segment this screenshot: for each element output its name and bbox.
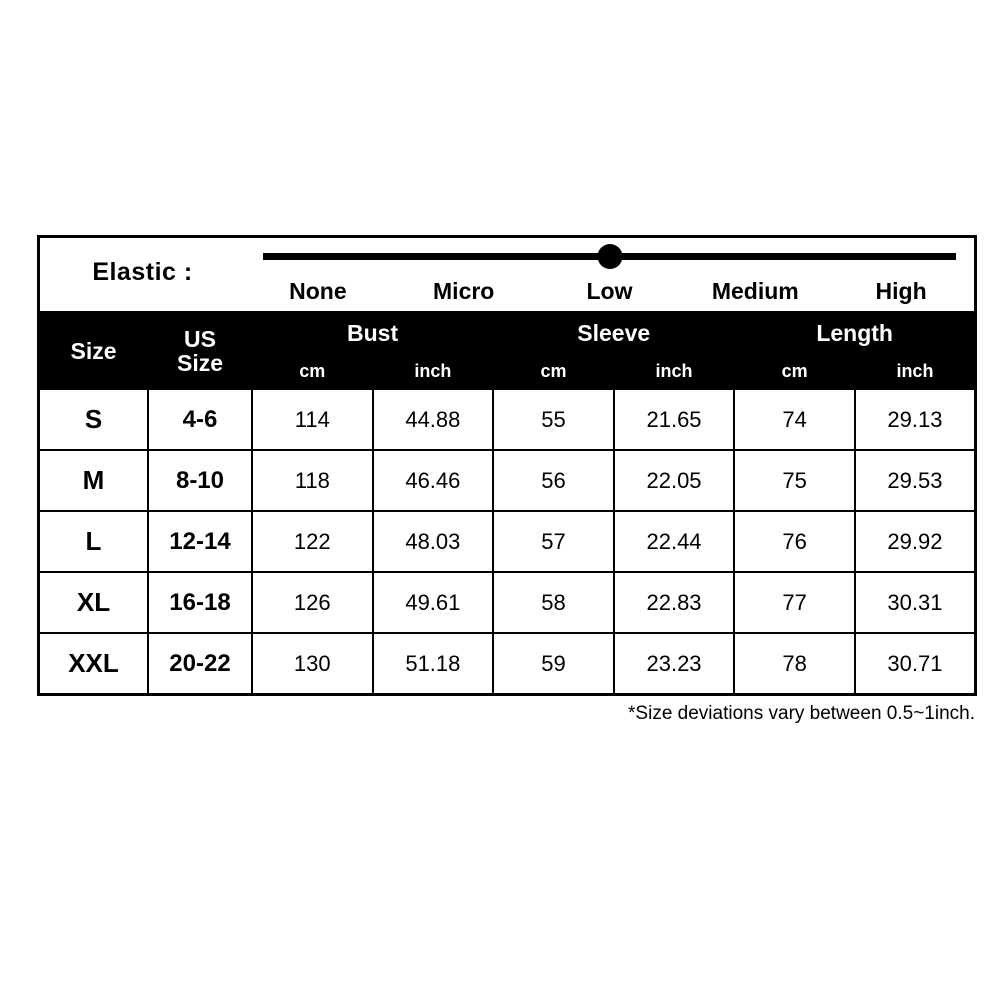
table-row — [39, 572, 976, 633]
cell-us-size: 12-14 — [148, 511, 252, 572]
cell-bust-inch: 48.03 — [373, 511, 494, 572]
cell-sleeve-cm: 58 — [493, 572, 614, 633]
cell-length-inch: 29.53 — [855, 450, 976, 511]
cell-size: M — [39, 450, 149, 511]
table-row — [39, 511, 976, 572]
header-row-groups — [39, 313, 976, 354]
measurements-table — [37, 311, 977, 696]
cell-size: L — [39, 511, 149, 572]
cell-sleeve-cm: 59 — [493, 633, 614, 695]
cell-sleeve-cm: 57 — [493, 511, 614, 572]
table-head — [39, 313, 976, 390]
unit-header-length-inch: inch — [855, 353, 976, 389]
cell-length-cm: 75 — [734, 450, 855, 511]
unit-header-sleeve-cm: cm — [493, 353, 614, 389]
us-size-line2: Size — [176, 350, 224, 376]
cell-sleeve-inch: 21.65 — [614, 389, 735, 450]
cell-length-inch: 30.71 — [855, 633, 976, 695]
cell-us-size: 20-22 — [148, 633, 252, 695]
cell-sleeve-inch: 22.44 — [614, 511, 735, 572]
table-row — [39, 450, 976, 511]
us-size-line1: US — [184, 325, 216, 352]
cell-bust-inch: 49.61 — [373, 572, 494, 633]
cell-bust-cm: 114 — [252, 389, 373, 450]
column-header-sleeve: Sleeve — [493, 313, 734, 354]
column-header-length: Length — [734, 313, 975, 354]
elastic-row — [37, 235, 977, 311]
table-row — [39, 633, 976, 695]
cell-length-inch: 29.92 — [855, 511, 976, 572]
column-header-us-size — [148, 313, 252, 390]
size-chart — [37, 235, 977, 725]
cell-bust-inch: 44.88 — [373, 389, 494, 450]
elastic-level-high[interactable]: High — [875, 278, 927, 304]
cell-bust-cm: 126 — [252, 572, 373, 633]
cell-length-cm: 78 — [734, 633, 855, 695]
elastic-level-low[interactable]: Low — [586, 278, 633, 304]
cell-us-size: 16-18 — [148, 572, 252, 633]
unit-header-bust-inch: inch — [373, 353, 494, 389]
cell-sleeve-inch: 23.23 — [614, 633, 735, 695]
cell-length-inch: 29.13 — [855, 389, 976, 450]
unit-header-length-cm: cm — [734, 353, 855, 389]
elastic-slider[interactable] — [245, 238, 974, 311]
column-header-bust: Bust — [252, 313, 493, 354]
unit-header-sleeve-inch: inch — [614, 353, 735, 389]
cell-length-inch: 30.31 — [855, 572, 976, 633]
cell-sleeve-cm: 56 — [493, 450, 614, 511]
cell-length-cm: 76 — [734, 511, 855, 572]
elastic-label: Elastic : — [92, 258, 193, 286]
table-row — [39, 389, 976, 450]
cell-bust-cm: 118 — [252, 450, 373, 511]
cell-length-cm: 77 — [734, 572, 855, 633]
size-deviation-note: *Size deviations vary between 0.5~1inch. — [628, 703, 975, 724]
cell-size: XXL — [39, 633, 149, 695]
cell-us-size: 8-10 — [148, 450, 252, 511]
unit-header-bust-cm: cm — [252, 353, 373, 389]
elastic-level-medium[interactable]: Medium — [711, 278, 799, 304]
cell-bust-cm: 130 — [252, 633, 373, 695]
cell-sleeve-inch: 22.05 — [614, 450, 735, 511]
cell-bust-cm: 122 — [252, 511, 373, 572]
cell-sleeve-inch: 22.83 — [614, 572, 735, 633]
slider-tick-labels — [245, 278, 974, 305]
cell-sleeve-cm: 55 — [493, 389, 614, 450]
cell-length-cm: 74 — [734, 389, 855, 450]
cell-bust-inch: 51.18 — [373, 633, 494, 695]
table-body — [39, 389, 976, 695]
slider-knob[interactable] — [597, 244, 622, 269]
cell-us-size: 4-6 — [148, 389, 252, 450]
cell-bust-inch: 46.46 — [373, 450, 494, 511]
cell-size: XL — [39, 572, 149, 633]
elastic-level-micro[interactable]: Micro — [433, 278, 495, 304]
cell-size: S — [39, 389, 149, 450]
column-header-size: Size — [39, 313, 149, 390]
elastic-level-none[interactable]: None — [289, 278, 347, 304]
